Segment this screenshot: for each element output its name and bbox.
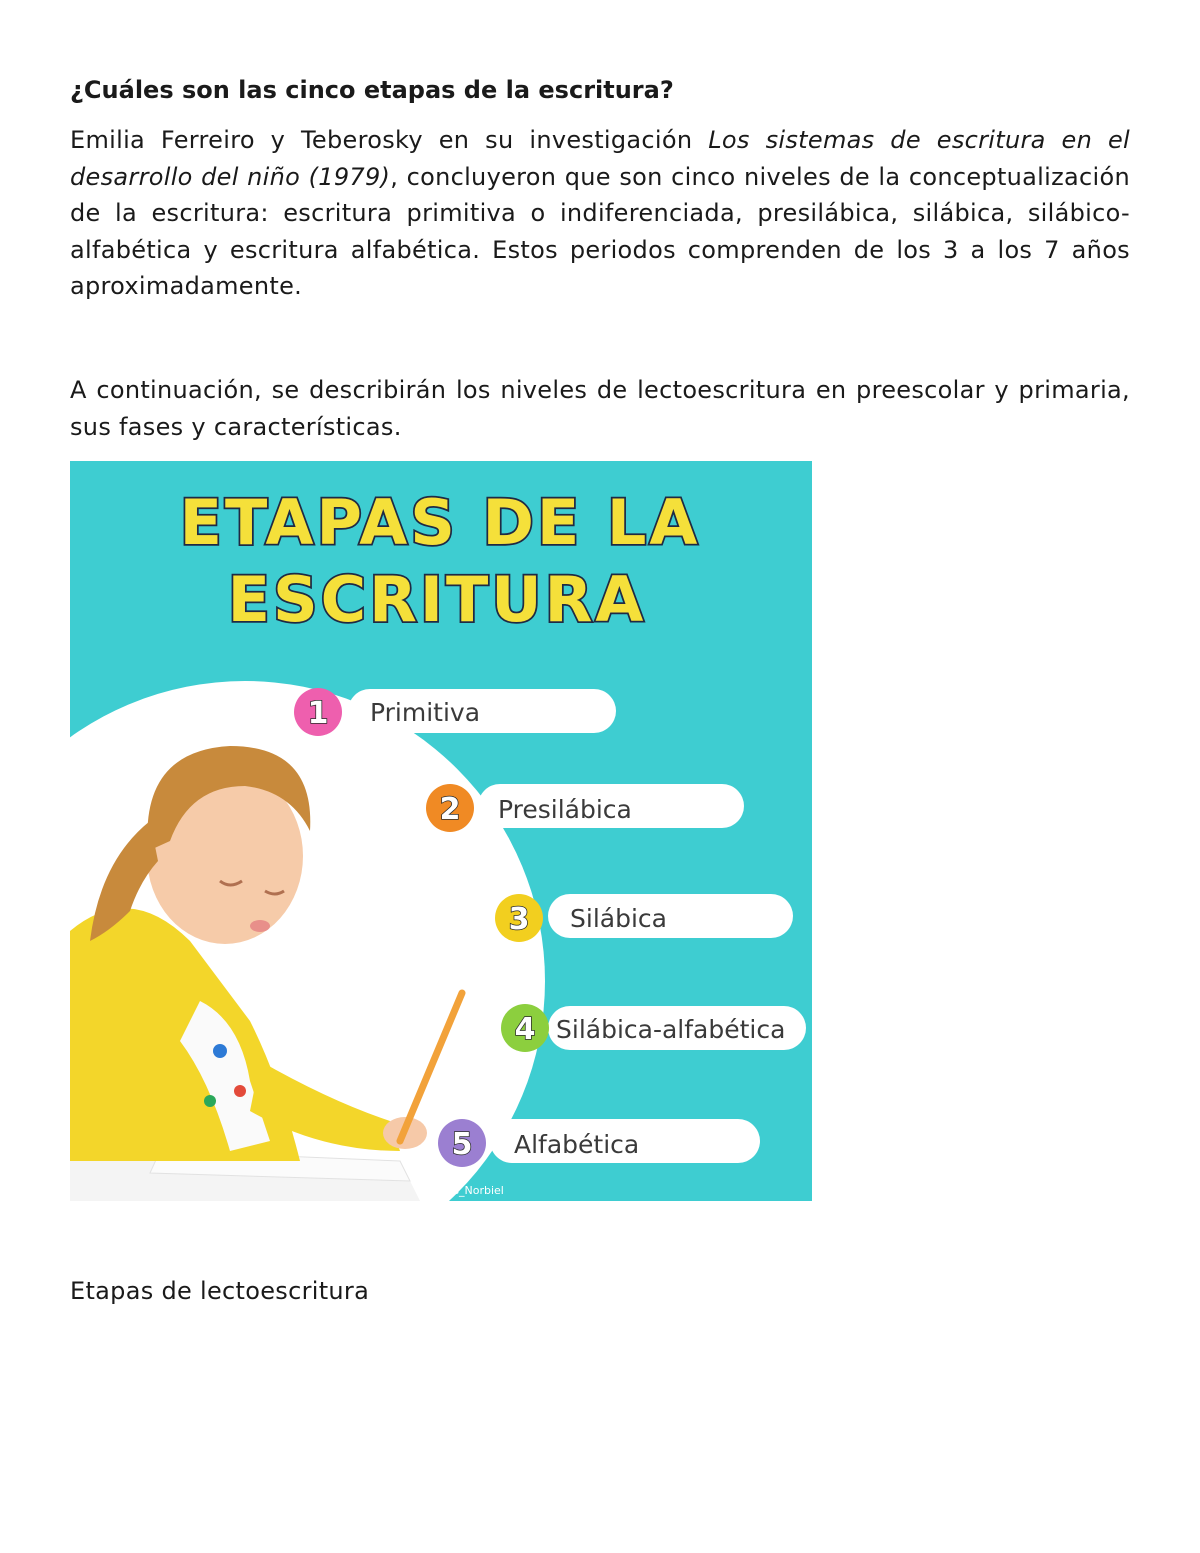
stage-4-number: 4 [514,1012,536,1047]
followup-paragraph: A continuación, se describirán los niveles de lectoescritura en preescolar y primaria, sus fases y características. [70,376,1130,441]
infographic-title-line2: ESCRITURA [227,563,647,636]
image-credit: @Miss_Norbiel [424,1184,504,1197]
infographic-title-line1: ETAPAS DE LA [179,486,701,559]
stage-1-label: Primitiva [370,698,481,727]
stage-5-number: 5 [451,1127,473,1162]
figure-caption: Etapas de lectoescritura [70,1277,370,1305]
book-title: Los sistemas de escritura en el desarrollo del niño (1979) [70,126,1130,191]
stage-2-number: 2 [439,792,461,827]
intro-paragraph [70,122,1130,305]
stage-3-number: 3 [508,902,530,937]
stage-5-label: Alfabética [514,1130,640,1159]
stage-1-number: 1 [307,696,329,731]
intro-text-start: Emilia Ferreiro y Teberosky en su investigación [70,126,709,154]
stage-item-4 [501,1004,806,1052]
stage-3-label: Silábica [570,904,667,933]
section-heading: ¿Cuáles son las cinco etapas de la escritura? [70,76,674,104]
stages-infographic [70,461,812,1201]
intro-text-end: , concluyeron que son cinco niveles de la conceptualización de la escritura: escritura primitiva o indiferenciada, presilábica, silábica, silábico-alfabética y escritura alfabética. Estos periodos comprenden de los 3 a los 7 años aproximadamente. [70,162,1130,301]
stage-2-label: Presilábica [498,795,632,824]
stage-4-label: Silábica-alfabética [556,1015,786,1044]
